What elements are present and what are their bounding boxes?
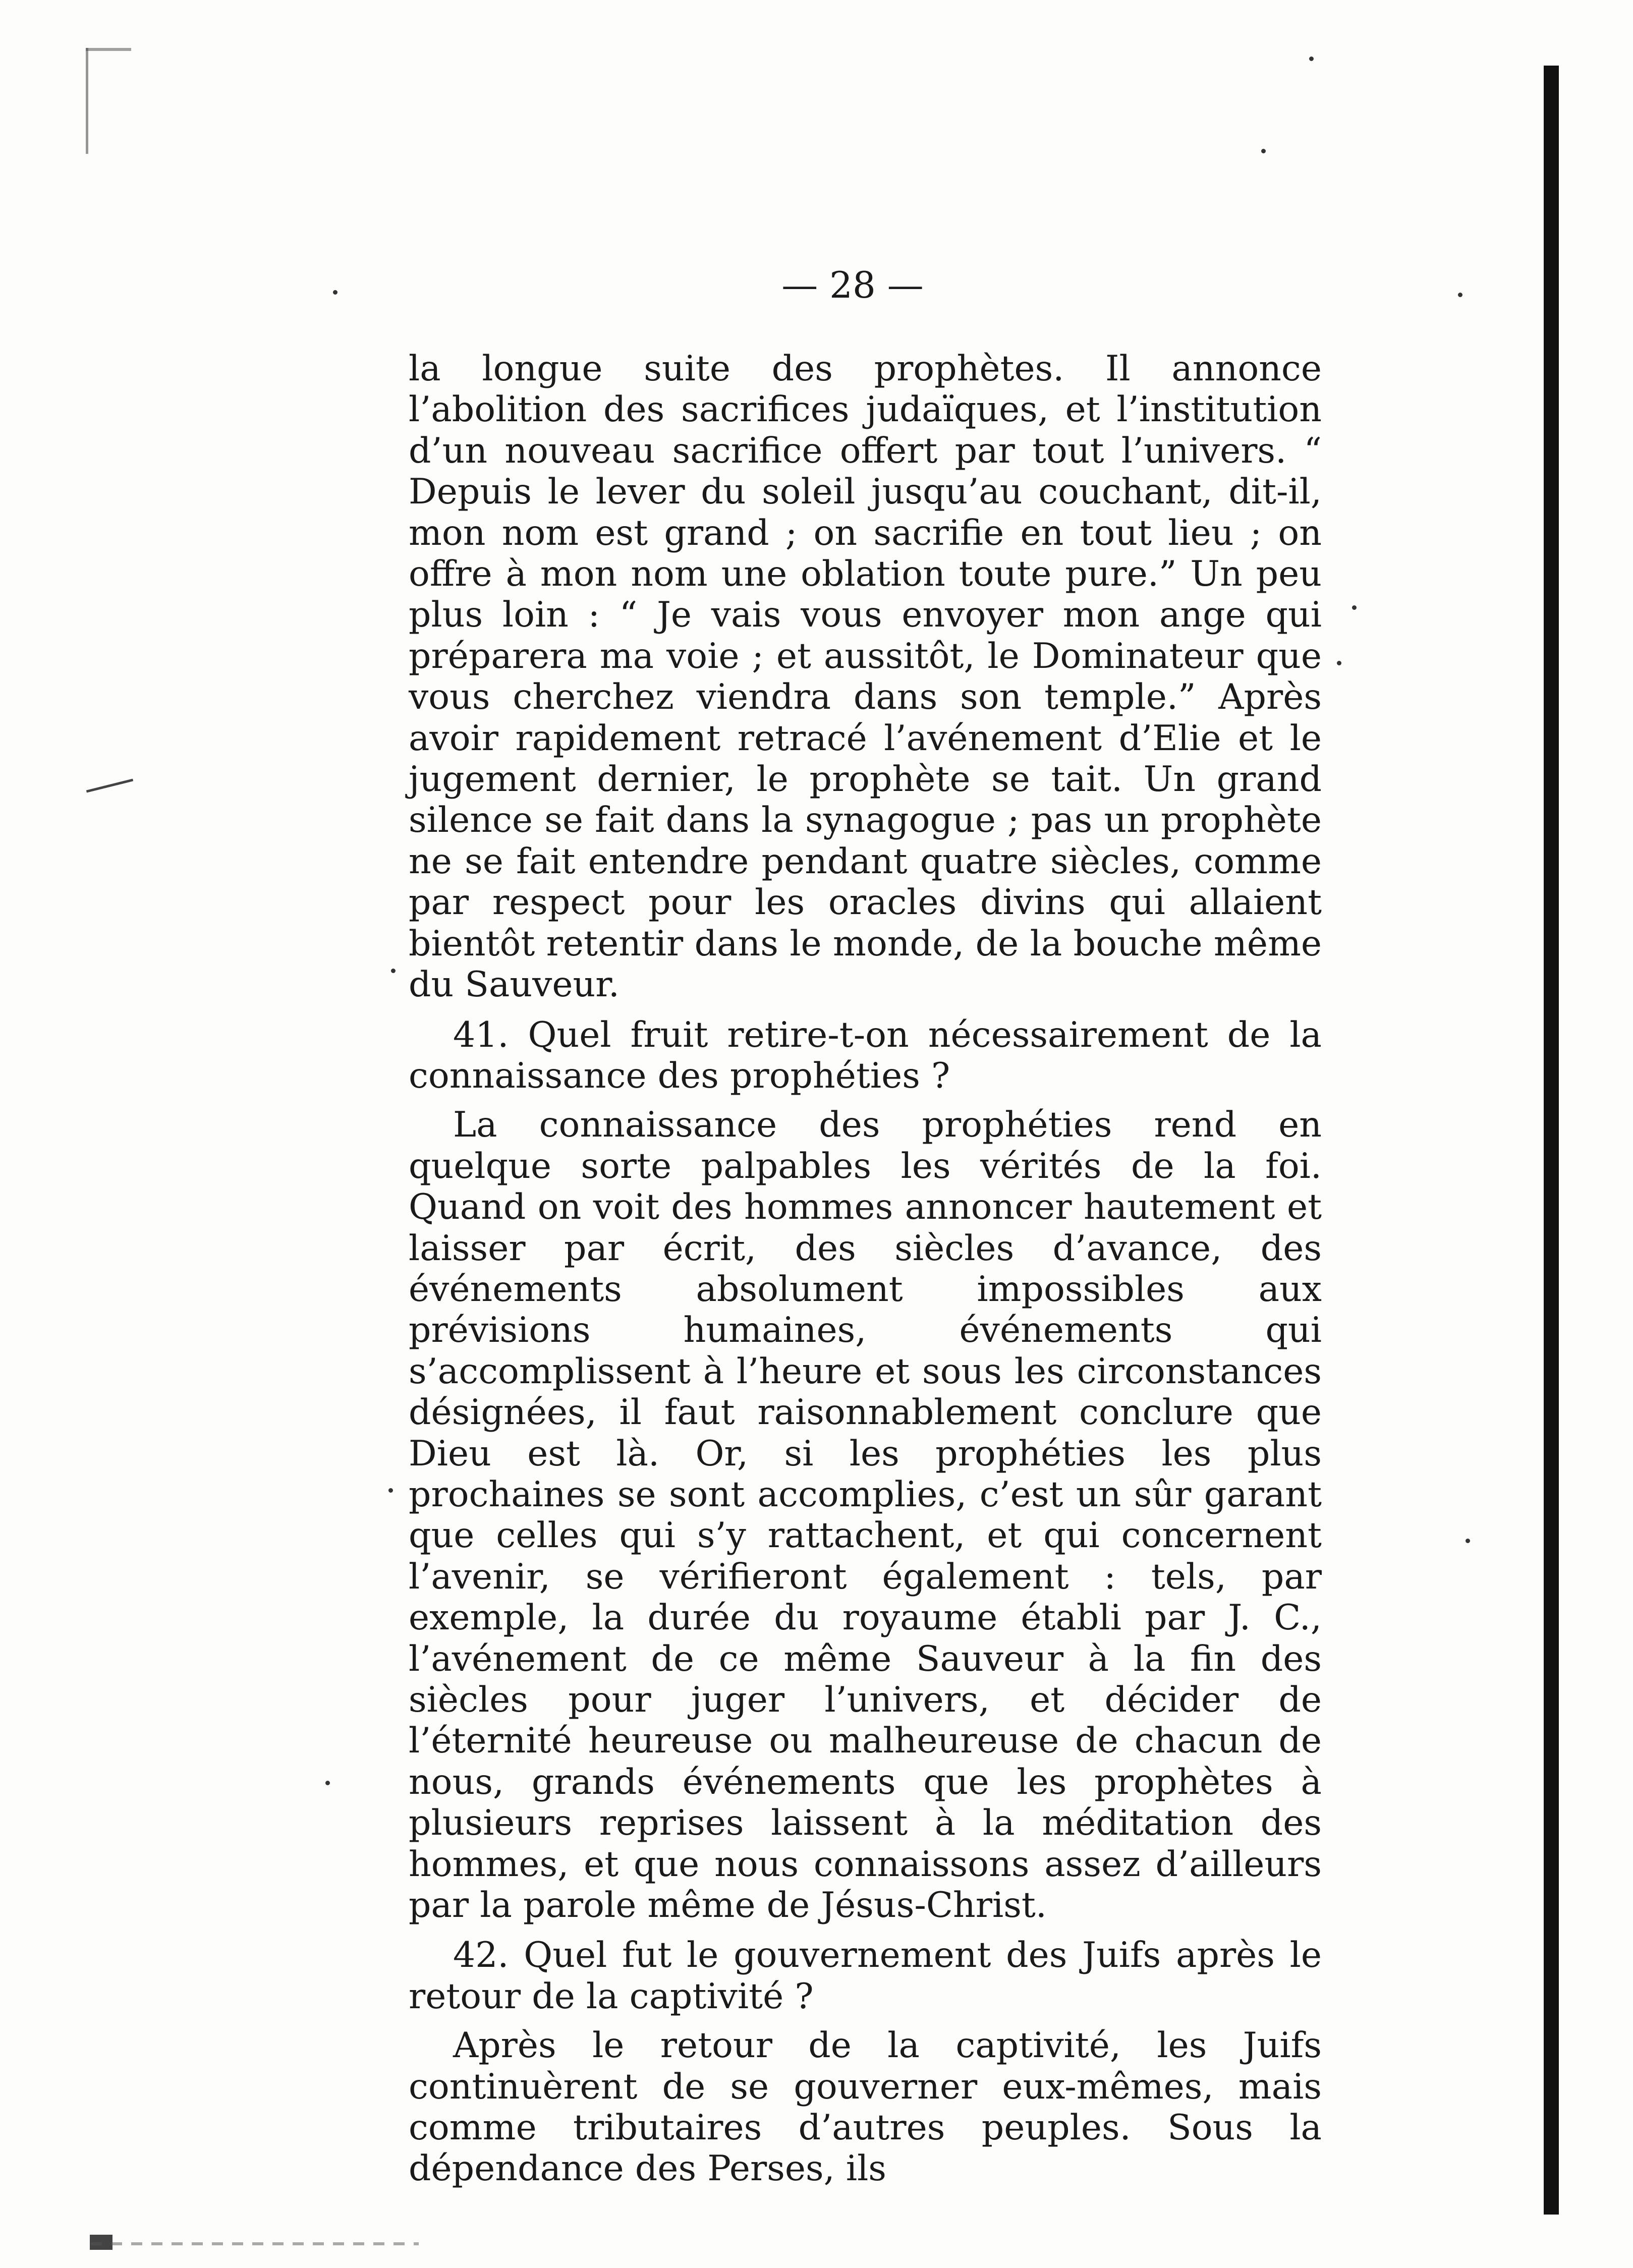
question-42: 42. Quel fut le gouvernement des Juifs après le retour de la captivité ?: [409, 1935, 1322, 2017]
scan-artifact: [91, 2242, 419, 2245]
page-corner-mark: [86, 48, 94, 154]
margin-pen-stroke: [86, 779, 133, 793]
ink-speck: [1309, 56, 1314, 61]
answer-42: Après le retour de la captivité, les Juifs continuèrent de se gouverner eux-mêmes, mais comme tributaires d’autres peuples. Sous la dépendance des Perses, ils: [409, 2025, 1322, 2189]
answer-41: La connaissance des prophéties rend en quelque sorte palpables les vérités de la foi. Quand on voit des hommes annoncer hautement et laisser par écrit, des siècles d’avance, des événements absolument impossibles aux prévisions humaines, événements qui s’accomplissent à l’heure et sous les circonstances désignées, il faut raisonnablement conclure que Dieu est là. Or, si les prophéties les plus prochaines se sont accomplies, c’est un sûr garant que celles qui s’y rattachent, et qui concernent l’avenir, se vérifieront également : tels, par exemple, la durée du royaume établi par J. C., l’avénement de ce même Sauveur à la fin des siècles pour juger l’univers, et décider de l’éternité heureuse ou malheureuse de chacun de nous, grands événements que les prophètes à plusieurs reprises laissent à la méditation des hommes, et que nous connaissons assez d’ailleurs par la parole même de Jésus-Christ.: [409, 1104, 1322, 1926]
ink-speck: [1337, 661, 1341, 665]
ink-speck: [1458, 293, 1462, 297]
page-number: — 28 —: [781, 264, 924, 306]
ink-speck: [391, 969, 396, 973]
paragraph-continued: la longue suite des prophètes. Il annonce l’abolition des sacrifices judaïques, et l’institution d’un nouveau sacrifice offert par tout l’univers. “ Depuis le lever du soleil jusqu’au couchant, dit-il, mon nom est grand ; on sacrifie en tout lieu ; on offre à mon nom une oblation toute pure.” Un peu plus loin : “ Je vais vous envoyer mon ange qui préparera ma voie ; et aussitôt, le Dominateur que vous cherchez viendra dans son temple.” Après avoir rapidement retracé l’avénement d’Elie et le jugement dernier, le prophète se tait. Un grand silence se fait dans la synagogue ; pas un prophète ne se fait entendre pendant quatre siècles, comme par respect pour les oracles divins qui allaient bientôt retentir dans le monde, de la bouche même du Sauveur.: [409, 348, 1322, 1005]
ink-speck: [333, 290, 337, 295]
ink-speck: [388, 1488, 393, 1493]
ink-speck: [1466, 1539, 1470, 1543]
ink-speck: [1261, 149, 1266, 153]
question-41: 41. Quel fruit retire-t-on nécessairement de la connaissance des prophéties ?: [409, 1014, 1322, 1096]
ink-speck: [1352, 605, 1357, 610]
binding-edge-shadow: [1544, 66, 1559, 2215]
body-text: [409, 348, 1322, 2189]
ink-speck: [325, 1781, 330, 1785]
